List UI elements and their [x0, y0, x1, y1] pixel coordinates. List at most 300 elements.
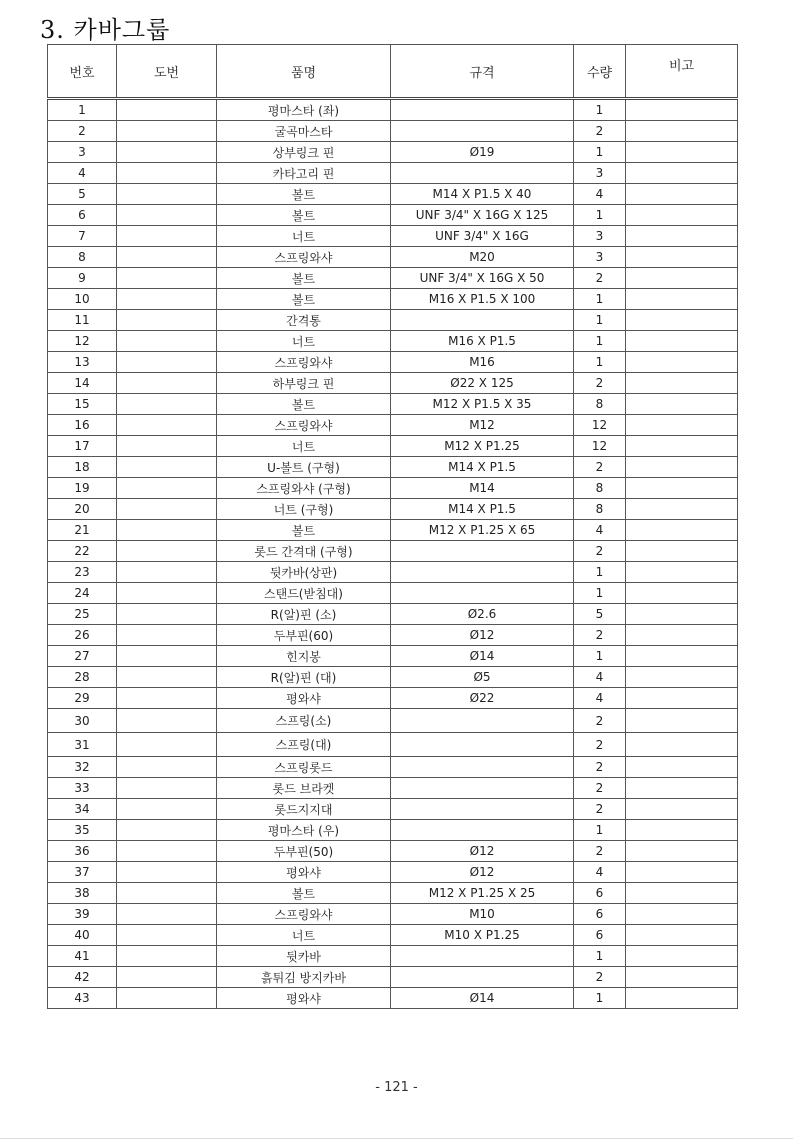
- cell-remark: [626, 709, 738, 733]
- cell-no: 33: [48, 778, 117, 799]
- cell-remark: [626, 646, 738, 667]
- cell-remark: [626, 799, 738, 820]
- table-row: [48, 625, 738, 646]
- cell-qty: 4: [574, 667, 626, 688]
- cell-qty: 4: [574, 862, 626, 883]
- table-row: [48, 415, 738, 436]
- cell-spec: [391, 946, 574, 967]
- cell-remark: [626, 988, 738, 1009]
- table-row: [48, 904, 738, 925]
- cell-name: 평마스타 (우): [217, 820, 391, 841]
- header-remark: 비고: [626, 45, 738, 99]
- cell-remark: [626, 778, 738, 799]
- cell-no: 2: [48, 121, 117, 142]
- cell-remark: [626, 184, 738, 205]
- cell-remark: [626, 520, 738, 541]
- cell-remark: [626, 247, 738, 268]
- cell-qty: 6: [574, 883, 626, 904]
- header-name: 품명: [217, 45, 391, 99]
- cell-qty: 1: [574, 142, 626, 163]
- cell-no: 39: [48, 904, 117, 925]
- cell-no: 23: [48, 562, 117, 583]
- cell-qty: 1: [574, 310, 626, 331]
- cell-name: 뒷카바(상판): [217, 562, 391, 583]
- cell-drawing: [117, 394, 217, 415]
- cell-no: 5: [48, 184, 117, 205]
- cell-remark: [626, 946, 738, 967]
- table-row: [48, 205, 738, 226]
- cell-remark: [626, 688, 738, 709]
- cell-spec: [391, 121, 574, 142]
- cell-drawing: [117, 799, 217, 820]
- cell-spec: Ø12: [391, 862, 574, 883]
- cell-drawing: [117, 331, 217, 352]
- cell-drawing: [117, 946, 217, 967]
- cell-spec: [391, 583, 574, 604]
- header-row: [48, 45, 738, 99]
- cell-spec: Ø5: [391, 667, 574, 688]
- header-qty: 수량: [574, 45, 626, 99]
- cell-remark: [626, 205, 738, 226]
- table-row: [48, 541, 738, 562]
- cell-drawing: [117, 247, 217, 268]
- table-row: [48, 310, 738, 331]
- cell-remark: [626, 925, 738, 946]
- table-row: [48, 226, 738, 247]
- table-row: [48, 841, 738, 862]
- cell-no: 13: [48, 352, 117, 373]
- table-row: [48, 646, 738, 667]
- cell-no: 38: [48, 883, 117, 904]
- cell-no: 43: [48, 988, 117, 1009]
- cell-no: 14: [48, 373, 117, 394]
- cell-name: 너트: [217, 226, 391, 247]
- cell-drawing: [117, 121, 217, 142]
- cell-drawing: [117, 904, 217, 925]
- table-row: [48, 289, 738, 310]
- page-number: - 121 -: [375, 1080, 418, 1095]
- cell-spec: M12 X P1.5 X 35: [391, 394, 574, 415]
- cell-drawing: [117, 541, 217, 562]
- cell-drawing: [117, 667, 217, 688]
- cell-name: 굴곡마스타: [217, 121, 391, 142]
- cell-remark: [626, 583, 738, 604]
- cell-name: U-볼트 (구형): [217, 457, 391, 478]
- page-title: 3. 카바그룹: [40, 16, 171, 44]
- cell-spec: Ø12: [391, 625, 574, 646]
- cell-remark: [626, 841, 738, 862]
- cell-spec: M10 X P1.25: [391, 925, 574, 946]
- cell-no: 4: [48, 163, 117, 184]
- cell-no: 28: [48, 667, 117, 688]
- cell-spec: M14: [391, 478, 574, 499]
- cell-drawing: [117, 646, 217, 667]
- cell-qty: 1: [574, 820, 626, 841]
- cell-no: 21: [48, 520, 117, 541]
- table-row: [48, 121, 738, 142]
- cell-spec: M12: [391, 415, 574, 436]
- table-row: [48, 709, 738, 733]
- cell-name: R(알)핀 (대): [217, 667, 391, 688]
- cell-qty: 2: [574, 541, 626, 562]
- table-row: [48, 163, 738, 184]
- table-row: [48, 820, 738, 841]
- cell-remark: [626, 415, 738, 436]
- cell-drawing: [117, 925, 217, 946]
- cell-drawing: [117, 373, 217, 394]
- cell-no: 27: [48, 646, 117, 667]
- cell-drawing: [117, 457, 217, 478]
- cell-spec: M16: [391, 352, 574, 373]
- cell-drawing: [117, 268, 217, 289]
- cell-remark: [626, 331, 738, 352]
- cell-name: 볼트: [217, 205, 391, 226]
- cell-no: 36: [48, 841, 117, 862]
- cell-remark: [626, 457, 738, 478]
- cell-qty: 12: [574, 436, 626, 457]
- table-row: [48, 142, 738, 163]
- cell-no: 32: [48, 757, 117, 778]
- table-row: [48, 99, 738, 121]
- cell-drawing: [117, 562, 217, 583]
- table-row: [48, 946, 738, 967]
- cell-name: 흙튀김 방지카바: [217, 967, 391, 988]
- table-row: [48, 457, 738, 478]
- cell-name: 두부핀(60): [217, 625, 391, 646]
- cell-no: 41: [48, 946, 117, 967]
- cell-remark: [626, 733, 738, 757]
- cell-name: 간격통: [217, 310, 391, 331]
- cell-name: 롯드 간격대 (구형): [217, 541, 391, 562]
- cell-spec: M14 X P1.5: [391, 499, 574, 520]
- cell-qty: 8: [574, 499, 626, 520]
- cell-remark: [626, 436, 738, 457]
- cell-qty: 2: [574, 457, 626, 478]
- cell-spec: M16 X P1.5 X 100: [391, 289, 574, 310]
- cell-qty: 6: [574, 904, 626, 925]
- cell-spec: [391, 541, 574, 562]
- cell-drawing: [117, 820, 217, 841]
- cell-drawing: [117, 142, 217, 163]
- table-row: [48, 967, 738, 988]
- cell-name: 상부링크 핀: [217, 142, 391, 163]
- cell-spec: M14 X P1.5: [391, 457, 574, 478]
- header-spec: 규격: [391, 45, 574, 99]
- cell-qty: 2: [574, 967, 626, 988]
- page-edge-divider: [0, 1138, 793, 1139]
- table-row: [48, 352, 738, 373]
- table-row: [48, 394, 738, 415]
- cell-no: 10: [48, 289, 117, 310]
- cell-spec: M20: [391, 247, 574, 268]
- cell-spec: M16 X P1.5: [391, 331, 574, 352]
- cell-qty: 2: [574, 373, 626, 394]
- cell-drawing: [117, 757, 217, 778]
- cell-spec: [391, 820, 574, 841]
- cell-drawing: [117, 604, 217, 625]
- table-row: [48, 667, 738, 688]
- cell-drawing: [117, 883, 217, 904]
- table-row: [48, 733, 738, 757]
- cell-drawing: [117, 436, 217, 457]
- cell-no: 25: [48, 604, 117, 625]
- table-row: [48, 373, 738, 394]
- cell-spec: M14 X P1.5 X 40: [391, 184, 574, 205]
- cell-name: 볼트: [217, 520, 391, 541]
- cell-drawing: [117, 205, 217, 226]
- cell-no: 9: [48, 268, 117, 289]
- cell-spec: [391, 99, 574, 121]
- cell-remark: [626, 310, 738, 331]
- cell-no: 40: [48, 925, 117, 946]
- cell-remark: [626, 757, 738, 778]
- cell-remark: [626, 883, 738, 904]
- cell-no: 42: [48, 967, 117, 988]
- cell-drawing: [117, 415, 217, 436]
- cell-no: 34: [48, 799, 117, 820]
- cell-name: 너트: [217, 925, 391, 946]
- cell-drawing: [117, 733, 217, 757]
- cell-drawing: [117, 184, 217, 205]
- cell-name: 볼트: [217, 268, 391, 289]
- cell-drawing: [117, 226, 217, 247]
- cell-drawing: [117, 352, 217, 373]
- cell-no: 30: [48, 709, 117, 733]
- cell-no: 19: [48, 478, 117, 499]
- cell-qty: 1: [574, 988, 626, 1009]
- cell-no: 11: [48, 310, 117, 331]
- cell-no: 29: [48, 688, 117, 709]
- table-row: [48, 331, 738, 352]
- cell-name: 평와샤: [217, 688, 391, 709]
- cell-spec: UNF 3/4" X 16G X 50: [391, 268, 574, 289]
- table-row: [48, 436, 738, 457]
- table-row: [48, 268, 738, 289]
- cell-qty: 8: [574, 478, 626, 499]
- cell-remark: [626, 667, 738, 688]
- cell-qty: 8: [574, 394, 626, 415]
- cell-no: 31: [48, 733, 117, 757]
- cell-spec: [391, 163, 574, 184]
- cell-drawing: [117, 310, 217, 331]
- cell-name: 스프링와샤: [217, 415, 391, 436]
- header-no: 번호: [48, 45, 117, 99]
- table-row: [48, 688, 738, 709]
- cell-remark: [626, 352, 738, 373]
- cell-qty: 2: [574, 799, 626, 820]
- cell-spec: [391, 733, 574, 757]
- cell-name: 카타고리 핀: [217, 163, 391, 184]
- cell-remark: [626, 967, 738, 988]
- cell-drawing: [117, 625, 217, 646]
- cell-qty: 5: [574, 604, 626, 625]
- cell-qty: 4: [574, 520, 626, 541]
- table-row: [48, 778, 738, 799]
- cell-qty: 1: [574, 289, 626, 310]
- cell-spec: Ø14: [391, 646, 574, 667]
- cell-spec: [391, 778, 574, 799]
- table-row: [48, 583, 738, 604]
- cell-drawing: [117, 520, 217, 541]
- cell-qty: 2: [574, 625, 626, 646]
- cell-name: 너트 (구형): [217, 499, 391, 520]
- cell-qty: 1: [574, 205, 626, 226]
- cell-drawing: [117, 967, 217, 988]
- cell-spec: M12 X P1.25 X 65: [391, 520, 574, 541]
- cell-remark: [626, 373, 738, 394]
- table-row: [48, 562, 738, 583]
- table-row: [48, 799, 738, 820]
- cell-no: 8: [48, 247, 117, 268]
- table-body: [48, 99, 738, 1009]
- cell-qty: 1: [574, 946, 626, 967]
- cell-remark: [626, 904, 738, 925]
- cell-no: 17: [48, 436, 117, 457]
- cell-drawing: [117, 688, 217, 709]
- table-row: [48, 862, 738, 883]
- cell-name: 롯드 브라켓: [217, 778, 391, 799]
- cell-drawing: [117, 778, 217, 799]
- cell-remark: [626, 604, 738, 625]
- cell-name: R(알)핀 (소): [217, 604, 391, 625]
- cell-qty: 2: [574, 778, 626, 799]
- cell-qty: 2: [574, 841, 626, 862]
- cell-remark: [626, 226, 738, 247]
- cell-drawing: [117, 99, 217, 121]
- cell-name: 너트: [217, 331, 391, 352]
- cell-spec: Ø22: [391, 688, 574, 709]
- cell-remark: [626, 625, 738, 646]
- cell-remark: [626, 289, 738, 310]
- cell-qty: 1: [574, 331, 626, 352]
- cell-no: 37: [48, 862, 117, 883]
- cell-qty: 3: [574, 247, 626, 268]
- header-drawing: 도번: [117, 45, 217, 99]
- cell-name: 스프링와샤: [217, 247, 391, 268]
- cell-remark: [626, 562, 738, 583]
- cell-spec: UNF 3/4" X 16G X 125: [391, 205, 574, 226]
- cell-spec: [391, 709, 574, 733]
- cell-qty: 1: [574, 352, 626, 373]
- cell-spec: UNF 3/4" X 16G: [391, 226, 574, 247]
- cell-remark: [626, 121, 738, 142]
- cell-drawing: [117, 499, 217, 520]
- cell-remark: [626, 99, 738, 121]
- cell-qty: 2: [574, 733, 626, 757]
- cell-remark: [626, 499, 738, 520]
- cell-spec: Ø2.6: [391, 604, 574, 625]
- cell-spec: [391, 799, 574, 820]
- cell-spec: Ø22 X 125: [391, 373, 574, 394]
- cell-drawing: [117, 709, 217, 733]
- table-row: [48, 604, 738, 625]
- cell-no: 24: [48, 583, 117, 604]
- cell-no: 6: [48, 205, 117, 226]
- cell-name: 너트: [217, 436, 391, 457]
- cell-remark: [626, 268, 738, 289]
- cell-qty: 2: [574, 757, 626, 778]
- cell-spec: Ø14: [391, 988, 574, 1009]
- cell-name: 힌지봉: [217, 646, 391, 667]
- cell-spec: [391, 562, 574, 583]
- cell-no: 20: [48, 499, 117, 520]
- cell-qty: 1: [574, 646, 626, 667]
- cell-drawing: [117, 988, 217, 1009]
- cell-drawing: [117, 862, 217, 883]
- cell-name: 하부링크 핀: [217, 373, 391, 394]
- cell-spec: Ø12: [391, 841, 574, 862]
- cell-no: 16: [48, 415, 117, 436]
- cell-name: 스프링(소): [217, 709, 391, 733]
- cell-qty: 2: [574, 121, 626, 142]
- cell-no: 12: [48, 331, 117, 352]
- table-row: [48, 184, 738, 205]
- table-row: [48, 925, 738, 946]
- cell-qty: 12: [574, 415, 626, 436]
- cell-spec: M10: [391, 904, 574, 925]
- cell-drawing: [117, 289, 217, 310]
- cell-name: 스프링롯드: [217, 757, 391, 778]
- cell-name: 평와샤: [217, 862, 391, 883]
- cell-remark: [626, 862, 738, 883]
- cell-qty: 1: [574, 583, 626, 604]
- cell-qty: 1: [574, 99, 626, 121]
- cell-no: 26: [48, 625, 117, 646]
- table-row: [48, 520, 738, 541]
- cell-name: 볼트: [217, 883, 391, 904]
- table-row: [48, 499, 738, 520]
- table-row: [48, 478, 738, 499]
- cell-name: 스프링와샤 (구형): [217, 478, 391, 499]
- parts-table: [47, 44, 738, 1009]
- cell-qty: 6: [574, 925, 626, 946]
- cell-no: 18: [48, 457, 117, 478]
- cell-no: 35: [48, 820, 117, 841]
- cell-drawing: [117, 163, 217, 184]
- cell-no: 15: [48, 394, 117, 415]
- cell-remark: [626, 541, 738, 562]
- cell-qty: 3: [574, 163, 626, 184]
- cell-spec: [391, 757, 574, 778]
- cell-qty: 4: [574, 184, 626, 205]
- cell-name: 스탠드(받침대): [217, 583, 391, 604]
- table-row: [48, 883, 738, 904]
- cell-remark: [626, 478, 738, 499]
- cell-name: 볼트: [217, 289, 391, 310]
- cell-no: 3: [48, 142, 117, 163]
- cell-name: 두부핀(50): [217, 841, 391, 862]
- cell-name: 스프링와샤: [217, 904, 391, 925]
- cell-no: 7: [48, 226, 117, 247]
- cell-qty: 2: [574, 268, 626, 289]
- cell-name: 롯드지지대: [217, 799, 391, 820]
- cell-name: 볼트: [217, 394, 391, 415]
- cell-name: 볼트: [217, 184, 391, 205]
- cell-spec: Ø19: [391, 142, 574, 163]
- cell-no: 1: [48, 99, 117, 121]
- cell-remark: [626, 142, 738, 163]
- cell-drawing: [117, 583, 217, 604]
- cell-name: 평마스타 (좌): [217, 99, 391, 121]
- cell-name: 평와샤: [217, 988, 391, 1009]
- cell-qty: 4: [574, 688, 626, 709]
- cell-remark: [626, 163, 738, 184]
- cell-name: 스프링(대): [217, 733, 391, 757]
- cell-drawing: [117, 478, 217, 499]
- cell-spec: [391, 310, 574, 331]
- cell-remark: [626, 820, 738, 841]
- cell-qty: 3: [574, 226, 626, 247]
